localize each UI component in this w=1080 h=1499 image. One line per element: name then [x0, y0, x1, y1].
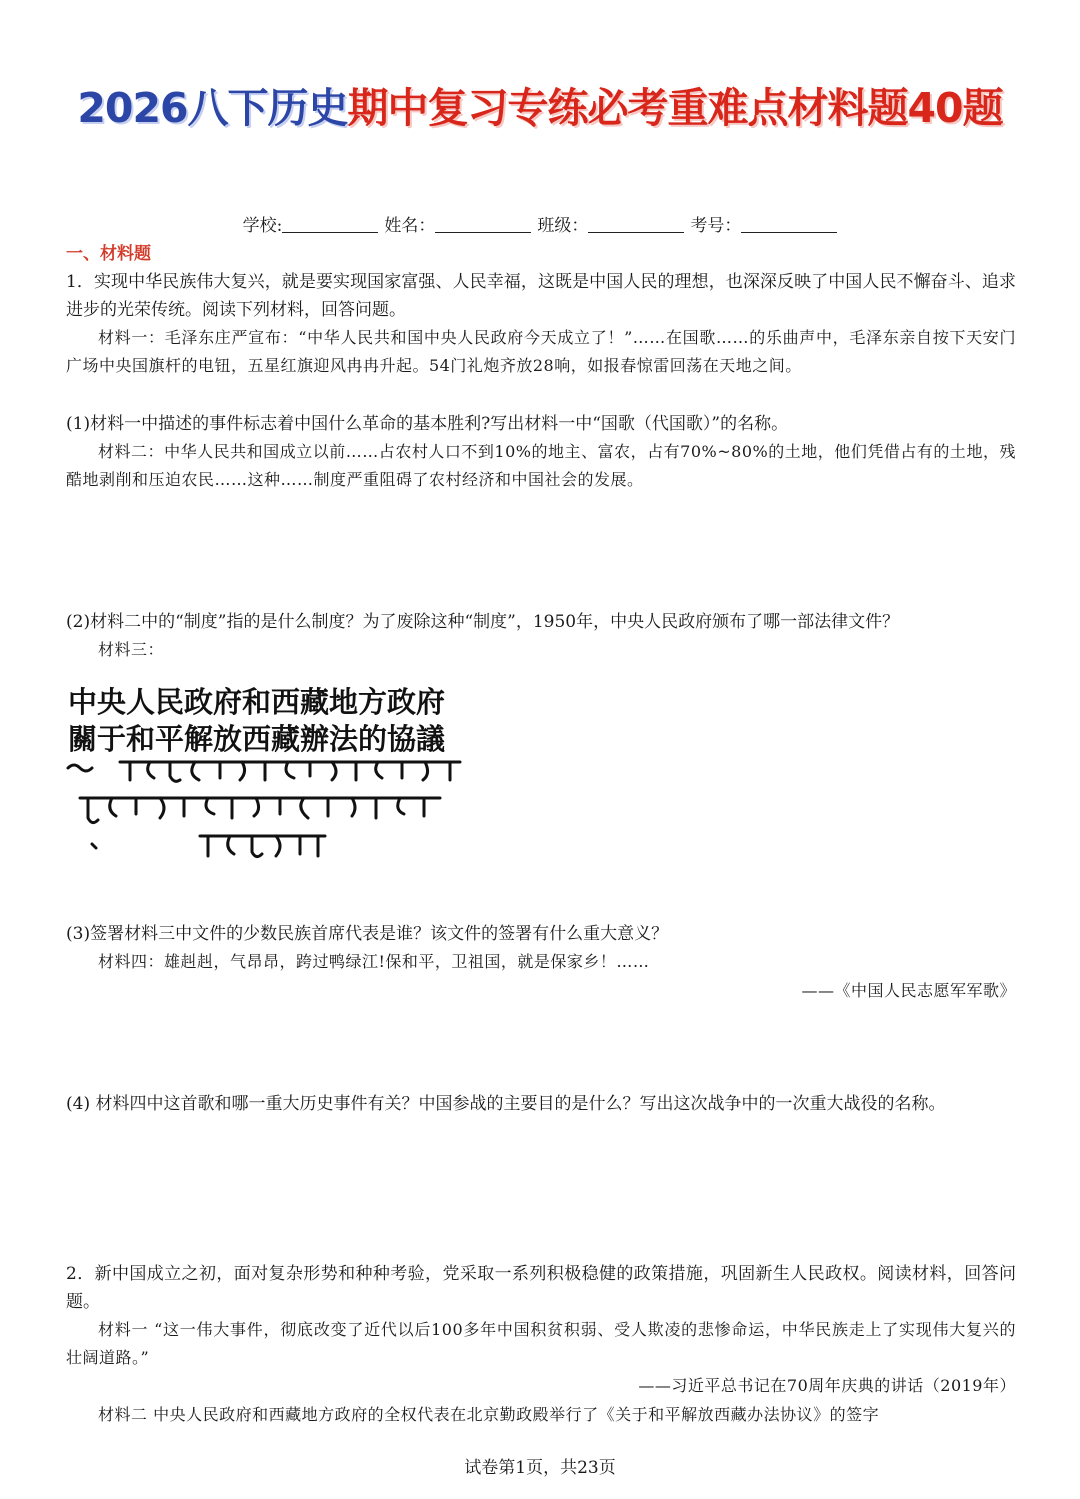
q2-intro: 2．新中国成立之初，面对复杂形势和种种考验，党采取一系列积极稳健的政策措施，巩固新生人民政权。阅读材料，回答问题。	[66, 1264, 1016, 1312]
q2-material-1-source: ——习近平总书记在70周年庆典的讲话（2019年）	[638, 1376, 1016, 1395]
title-part-3: 材料题40题	[787, 84, 1003, 132]
exam-no-blank[interactable]	[741, 216, 837, 233]
page-title	[0, 78, 1080, 138]
student-info-line	[0, 212, 1080, 240]
title-part-1: 2026八下历史	[77, 84, 348, 132]
doc-title-line-2: 關于和平解放西藏辦法的協議	[68, 722, 446, 756]
doc-title-line-1: 中央人民政府和西藏地方政府	[68, 685, 446, 719]
q1-material-4: 材料四：雄赳赳，气昂昂，跨过鸭绿江!保和平，卫祖国，就是保家乡！……	[98, 952, 650, 971]
school-blank[interactable]	[282, 216, 378, 233]
q1-material-4-source: ——《中国人民志愿军军歌》	[801, 981, 1016, 1000]
q1-material-1: 材料一：毛泽东庄严宣布：“中华人民共和国中央人民政府今天成立了！”……在国歌……的乐曲声中，毛泽东亲自按下天安门广场中央国旗杆的电钮，五星红旗迎风冉冉升起。54门礼炮齐放28响，如报春惊雷回荡在天地之间。	[66, 328, 1016, 375]
q1-material-2: 材料二：中华人民共和国成立以前……占农村人口不到10%的地主、富农，占有70%~80%的土地，他们凭借占有的土地，残酷地剥削和压迫农民……这种……制度严重阻碍了农村经济和中国社会的发展。	[66, 442, 1016, 489]
q2-material-1: 材料一 “这一伟大事件，彻底改变了近代以后100多年中国积贫积弱、受人欺凌的悲惨命运，中华民族走上了实现伟大复兴的壮阔道路。”	[66, 1320, 1016, 1367]
agreement-document-image	[60, 678, 480, 888]
q1-subquestion-2: (2)材料二中的“制度”指的是什么制度？为了废除这种“制度”，1950年，中央人民政府颁布了哪一部法律文件？	[66, 612, 900, 632]
exam-no-label: 考号：	[690, 216, 742, 236]
q1-intro: 1．实现中华民族伟大复兴，就是要实现国家富强、人民幸福，这既是中国人民的理想，也深深反映了中国人民不懈奋斗、追求进步的光荣传统。阅读下列材料，回答问题。	[66, 272, 1016, 320]
q1-subquestion-4: (4) 材料四中这首歌和哪一重大历史事件有关？中国参战的主要目的是什么？写出这次战争中的一次重大战役的名称。	[66, 1094, 946, 1114]
class-label: 班级：	[537, 216, 589, 236]
q1-subquestion-3: (3)签署材料三中文件的少数民族首席代表是谁？该文件的签署有什么重大意义？	[66, 924, 669, 944]
q2-material-2: 材料二 中央人民政府和西藏地方政府的全权代表在北京勤政殿举行了《关于和平解放西藏办法协议》的签字	[98, 1405, 880, 1424]
class-blank[interactable]	[588, 216, 684, 233]
name-label: 姓名：	[384, 216, 436, 236]
tibetan-script-image	[60, 758, 480, 883]
school-label: 学校:	[242, 216, 283, 236]
name-blank[interactable]	[435, 216, 531, 233]
title-part-2: 期中复习专练必考重难点	[347, 84, 788, 132]
section-heading: 一、材料题	[66, 244, 151, 264]
q1-material-3-label: 材料三：	[98, 640, 165, 659]
q1-subquestion-1: (1)材料一中描述的事件标志着中国什么革命的基本胜利?写出材料一中“国歌（代国歌）”的名称。	[66, 414, 789, 434]
page-footer: 试卷第1页，共23页	[464, 1458, 616, 1478]
